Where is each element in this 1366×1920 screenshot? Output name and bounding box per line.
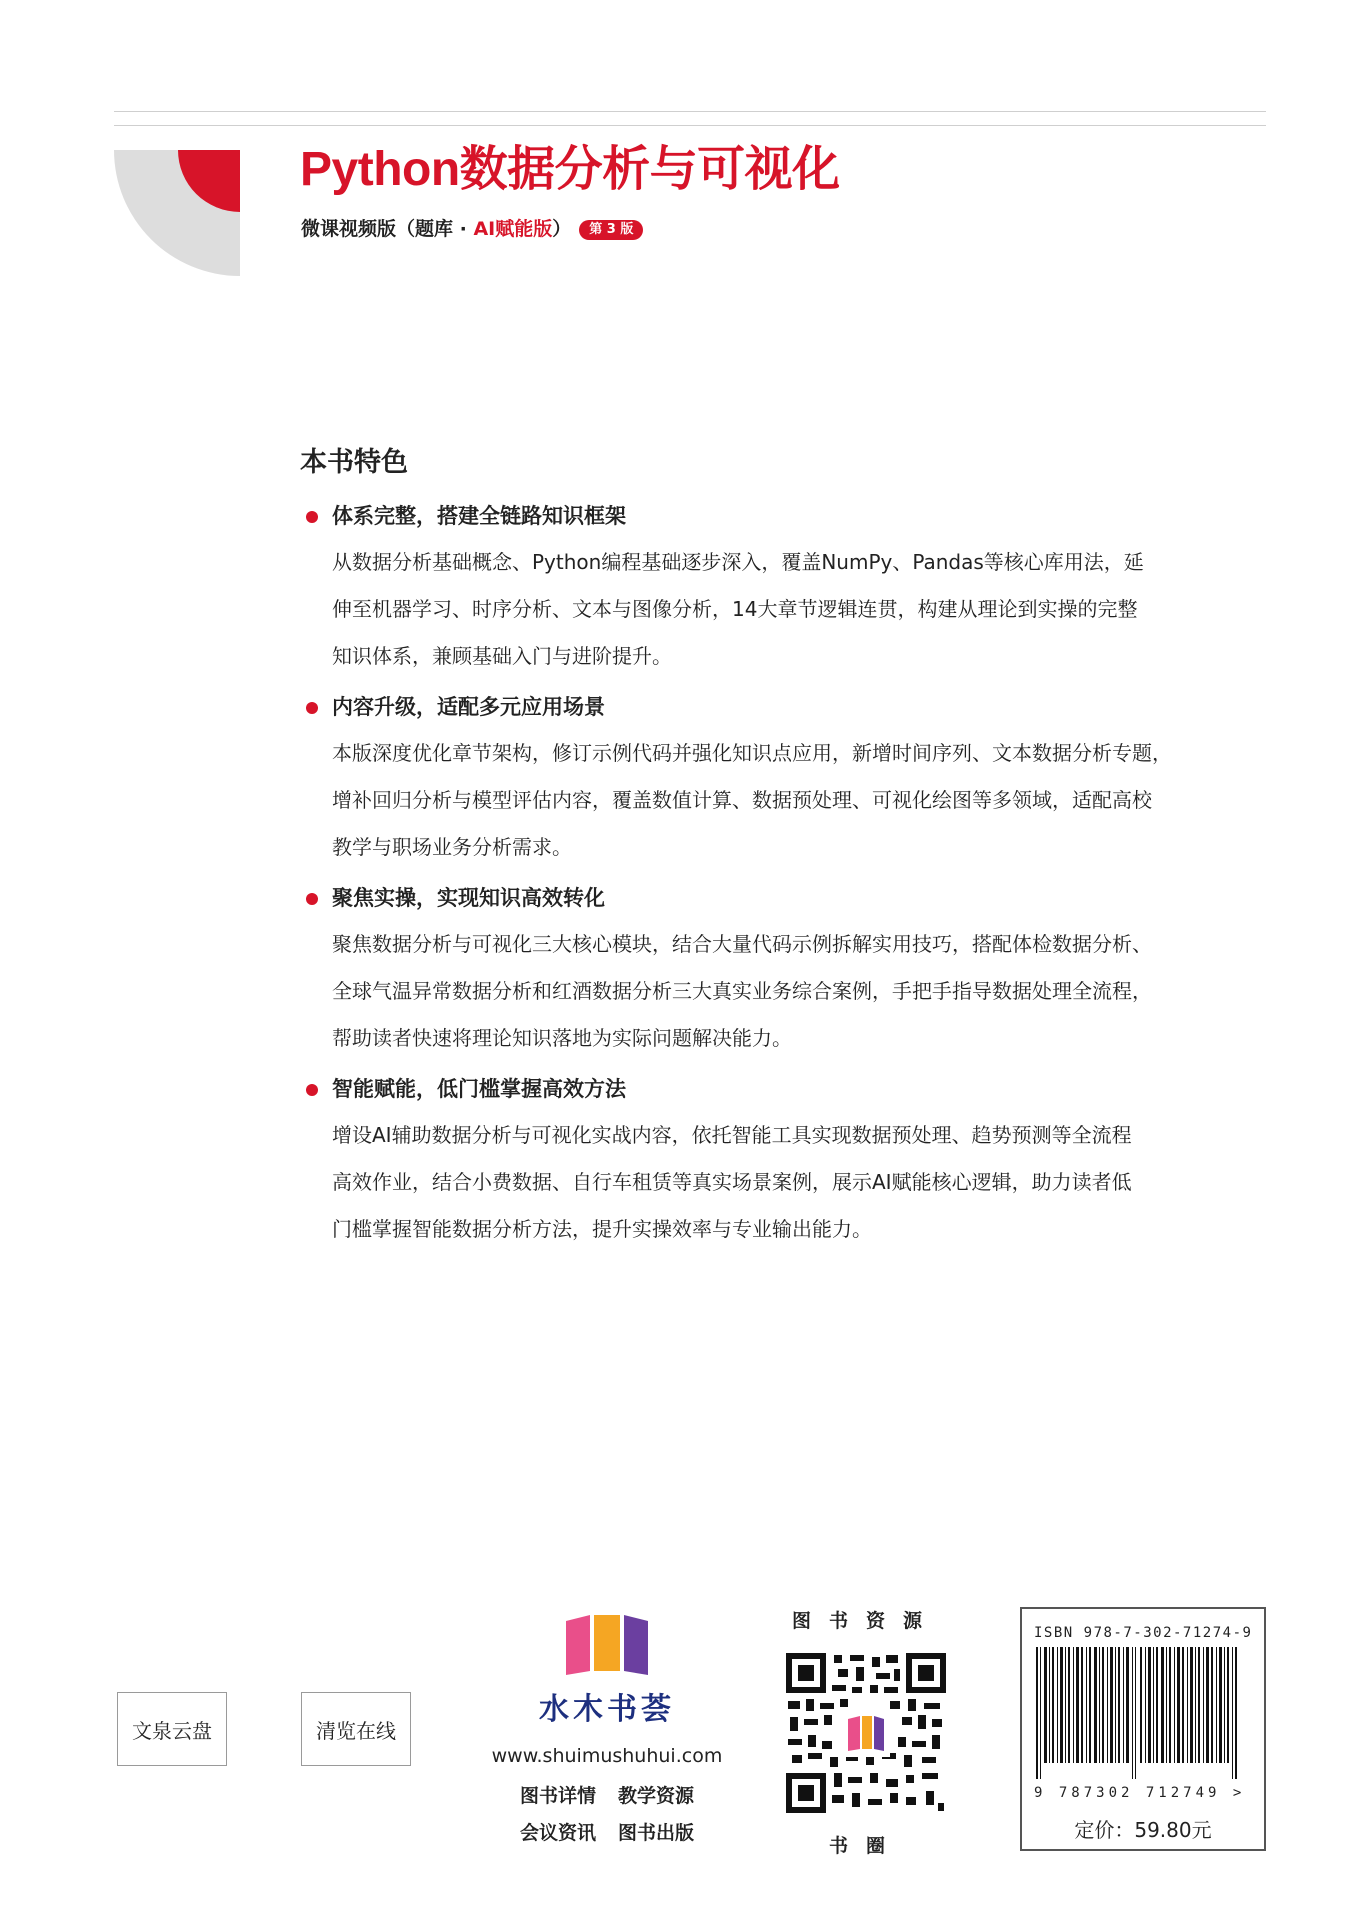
feature-line: 聚焦数据分析与可视化三大核心模块，结合大量代码示例拆解实用技巧，搭配体检数据分析、 [332, 932, 1152, 956]
feature-line: 伸至机器学习、时序分析、文本与图像分析，14大章节逻辑连贯，构建从理论到实操的完整 [332, 597, 1138, 621]
barcode-icon [1036, 1647, 1250, 1779]
publisher-links-row-1 [480, 1781, 734, 1808]
publisher-book-icon [564, 1611, 650, 1677]
edition-badge: 第 3 版 [579, 220, 643, 240]
feature-line: 全球气温异常数据分析和红酒数据分析三大真实业务综合案例，手把手指导数据处理全流程， [332, 979, 1152, 1003]
subtitle-main: 微课视频版（题库 · [301, 218, 474, 240]
book-subtitle [301, 215, 643, 243]
publisher-url[interactable]: www.shuimushuhui.com [491, 1745, 723, 1767]
isbn-number: ISBN 978-7-302-71274-9 [1034, 1625, 1253, 1641]
feature-line: 帮助读者快速将理论知识落地为实际问题解决能力。 [332, 1026, 792, 1050]
section-title: 本书特色 [300, 447, 408, 478]
corner-decoration [114, 150, 240, 276]
feature-line: 教学与职场业务分析需求。 [332, 835, 572, 859]
bullet-icon [306, 511, 318, 523]
feature-heading [300, 498, 1272, 534]
feature-line: 本版深度优化章节架构，修订示例代码并强化知识点应用，新增时间序列、文本数据分析专题， [332, 741, 1172, 765]
feature-body [300, 1112, 1272, 1253]
qr-caption: 书圈 [828, 1835, 903, 1857]
feature-line: 门槛掌握智能数据分析方法，提升实操效率与专业输出能力。 [332, 1217, 872, 1241]
feature-heading [300, 1071, 1272, 1107]
book-publishing-link[interactable]: 图书出版 [618, 1822, 695, 1844]
feature-heading-text: 聚焦实操，实现知识高效转化 [332, 886, 605, 910]
feature-heading-text: 内容升级，适配多元应用场景 [332, 695, 605, 719]
feature-line: 从数据分析基础概念、Python编程基础逐步深入，覆盖NumPy、Pandas等核心库用法，延 [332, 550, 1144, 574]
feature-line: 增补回归分析与模型评估内容，覆盖数值计算、数据预处理、可视化绘图等多领域，适配高校 [332, 788, 1152, 812]
top-rule-2 [114, 125, 1266, 126]
feature-heading-text: 智能赋能，低门槛掌握高效方法 [332, 1077, 626, 1101]
bullet-icon [306, 893, 318, 905]
isbn-block [1020, 1607, 1266, 1851]
feature-heading [300, 880, 1272, 916]
book-details-link[interactable]: 图书详情 [519, 1785, 596, 1807]
book-title: Python数据分析与可视化 [300, 143, 840, 196]
publisher-links-row-2 [480, 1818, 734, 1845]
qr-code-icon[interactable] [786, 1653, 946, 1813]
bullet-icon [306, 1084, 318, 1096]
feature-list [300, 498, 1272, 1262]
feature-line: 增设AI辅助数据分析与可视化实战内容，依托智能工具实现数据预处理、趋势预测等全流程 [332, 1123, 1132, 1147]
feature-item [300, 689, 1272, 871]
bullet-icon [306, 702, 318, 714]
feature-item [300, 1071, 1272, 1253]
meeting-news-link[interactable]: 会议资讯 [519, 1822, 596, 1844]
feature-heading-text: 体系完整，搭建全链路知识框架 [332, 504, 626, 528]
teaching-resources-link[interactable]: 教学资源 [618, 1785, 695, 1807]
barcode-digits: 9 787302 712749 > [1034, 1785, 1246, 1801]
subtitle-ai: AI赋能版 [473, 218, 553, 240]
qr-title: 图书资源 [791, 1610, 940, 1632]
feature-line: 高效作业，结合小费数据、自行车租赁等真实场景案例，展示AI赋能核心逻辑，助力读者低 [332, 1170, 1132, 1194]
publisher-logo-text: 水木书荟 [539, 1692, 675, 1727]
qinglan-online-button[interactable]: 清览在线 [301, 1692, 411, 1766]
feature-body [300, 921, 1272, 1062]
feature-item [300, 880, 1272, 1062]
wenquan-cloud-button[interactable]: 文泉云盘 [117, 1692, 227, 1766]
feature-body [300, 730, 1272, 871]
feature-line: 知识体系，兼顾基础入门与进阶提升。 [332, 644, 672, 668]
top-rule-1 [114, 111, 1266, 112]
feature-heading [300, 689, 1272, 725]
price-label: 定价：59.80元 [1074, 1818, 1212, 1842]
feature-body [300, 539, 1272, 680]
subtitle-close: ） [552, 218, 572, 240]
feature-item [300, 498, 1272, 680]
